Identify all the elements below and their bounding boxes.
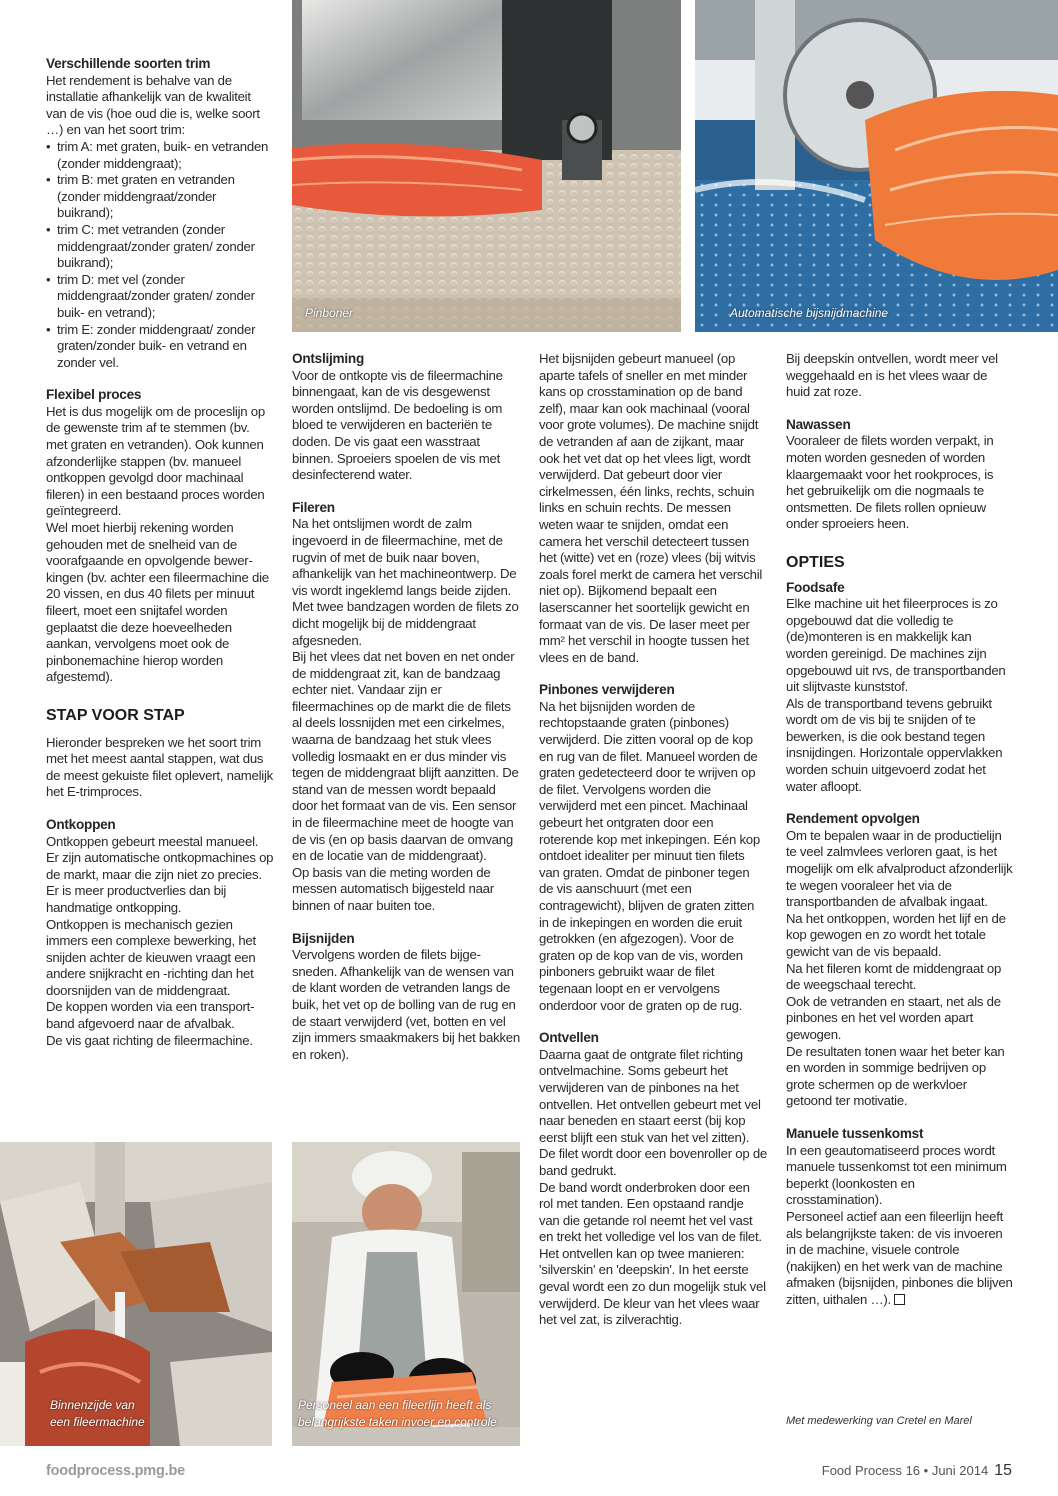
- rendement-paragraph: Ook de vetranden en staart, net als de pinbones en het vel worden apart gewogen.: [786, 993, 1001, 1042]
- pinbones-paragraph: Na het bijsnijden worden de rechtopstaande graten (pinbones) verwijderd. Die zitten vooral op de kop en rug van de filet. Manueel worden de graten gedetecteerd door te wrijven op de filet. Vervolgens worden die verwijderd met een pincet. Machinaal gebeurt het ontgraten door een roterende kop met inkepingen. Eén kop ontdoet idealiter per minuut tien filets van graten. Omdat de pinboner tegen de vis aanschuurt (met een contragewicht), blijven de graten zitten in de inkepingen en worden die eruit getrokken (en afgezogen). Voor de graten op de kop van de vis, worden pinboners gebruikt waar de filet tegenaan loopt en er vervolgens onderdoor voor de graten op de rug.: [539, 698, 760, 1013]
- ontvellen-paragraph: Daarna gaat de ontgrate filet richting ontvelmachine. Soms gebeurt het verwijderen van de pinbones na het ontvellen. Het ontvellen gebeurt met vel naar beneden en staart eerst (bij kop eerst blijft een stuk van het vel zitten). De filet wordt door een bovenroller op de band gedrukt.: [539, 1046, 768, 1178]
- fileermachine-caption-1: Binnenzijde van: [50, 1398, 135, 1412]
- opties-heading: OPTIES: [786, 553, 845, 571]
- bijsnijden-paragraph: Vervolgens worden de filets bijgesneden. Afhankelijk van de wensen van de klant worden de vetranden langs de buik, het vet op de bolling van de rug en de staart verwijderd (vet, botten en vel zijn immers smaakmakers bij het bakken en roken).: [292, 947, 520, 1062]
- foodsafe-paragraph: Als de transportband tevens gebruikt wordt om de vis bij te snijden of te bewerken, is die ook bestand tegen insnijdingen. Horizontale oppervlakken worden schuin uitgevoerd zodat het water afloopt.: [786, 695, 1003, 794]
- column-3: [539, 351, 767, 1329]
- manuele-paragraph: In een geautomatiseerd proces wordt manuele tussenkomst tot een minimum beperkt (loonkosten en crosstamination).: [786, 1142, 1007, 1208]
- issue-info: Food Process 16 • Juni 2014: [821, 1463, 989, 1478]
- rendement-paragraph: Na het ontkoppen, worden het lijf en de kop gewogen en zo wordt het totale gewicht van de vis bepaald.: [786, 910, 1006, 959]
- nawassen-heading: Nawassen: [786, 416, 851, 432]
- personeel-caption-1: Personeel aan een fileerlijn heeft als: [298, 1398, 492, 1412]
- pinbones-heading: Pinbones verwijderen: [539, 682, 675, 698]
- rendement-heading: Rendement opvolgen: [786, 811, 920, 827]
- bijsnijdmachine-caption: Automatische bijsnijdmachine: [730, 306, 889, 320]
- personeel-caption-2: belangrijkste taken invoer en controle: [298, 1415, 497, 1429]
- ontvellen-continued: Bij deepskin ontvellen, wordt meer vel weggehaald en is het vlees waar de huid zat roze.: [786, 351, 998, 400]
- column-2: [292, 351, 520, 1063]
- flex-paragraph: Het is dus mogelijk om de proceslijn op de gewenste trim af te stemmen (bv. met graten en vetranden). Ook kunnen afzonderlijke stappen (bv. manueel ontkoppen gevolgd door machinaal fileren) in een bestaand proces worden geïntegreerd.: [46, 403, 265, 519]
- foodsafe-heading: Foodsafe: [786, 579, 845, 595]
- ontkoppen-paragraph: De vis gaat richting de fileermachine.: [46, 1032, 253, 1048]
- trim-list-item: • trim C: met vetranden (zonder middengraat/zonder graten/ zonder buikrand);: [46, 222, 274, 272]
- foodsafe-paragraph: Elke machine uit het fileerproces is zo opgebouwd dat die volledig te (de)monteren is en makkelijk kan worden gereinigd. De machines zijn opgebouwd uit rvs, de transportbanden uit slijtvaste kunststof.: [786, 596, 1006, 695]
- ontkoppen-paragraph: Er is meer productverlies dan bij handmatige ontkopping.: [46, 883, 227, 915]
- trim-intro: Het rendement is behalve van de installatie afhankelijk van de kwaliteit van de vis (hoe oud die is, welke soort …) en van het soort trim:: [46, 72, 260, 138]
- manuele-paragraph: [786, 1209, 1014, 1309]
- manuele-heading: Manuele tussenkomst: [786, 1125, 924, 1141]
- flex-paragraph: Wel moet hierbij rekening worden gehouden met de snelheid van de voorafgaande en opvolgende bewerkingen (bv. achter een fileermachine die 20 vissen, en dus 40 filets per minuut fileert, moet een snijtafel worden geplaatst die deze hoeveelheden aankan, vervolgens moet ook de pinbonemachine hierop worden afgestemd).: [46, 520, 269, 685]
- rendement-paragraph: Om te bepalen waar in de productielijn te veel zalmvlees verloren gaat, is het mogelijk om elk afvalproduct afzonderlijk te wegen vooraleer het via de transportbanden de afvalbak ingaat.: [786, 827, 1013, 910]
- trim-list-item: • trim A: met graten, buik- en vetranden (zonder middengraat);: [46, 139, 274, 172]
- ontkoppen-paragraph: Ontkoppen is mechanisch gezien immers een complexe bewerking, het snijden achter de kieuwen vraagt een andere snijkracht en -richting dan het doorsnijden van de middengraat.: [46, 916, 256, 998]
- credit-line: Met medewerking van Cretel en Marel: [786, 1415, 972, 1427]
- column-4: [786, 351, 1014, 1308]
- ontvellen-heading: Ontvellen: [539, 1030, 599, 1046]
- fileermachine-photo: [0, 1142, 272, 1446]
- fileren-paragraph: Op basis van die meting worden de messen automatisch bijgesteld naar binnen of naar buiten toe.: [292, 864, 494, 913]
- rendement-paragraph: Na het fileren komt de middengraat op de weegschaal terecht.: [786, 960, 1002, 993]
- bijsnijden-continued: Het bijsnijden gebeurt manueel (op aparte tafels of sneller en met minder kans op crosstamination op de band zelf), maar kan ook machinaal (vooral voor grote volumes). De machine snijdt de vetranden af aan de zijkant, maar ook het vet dat op het vlees ligt, wordt verwijderd. Dat gebeurt door vier cirkelmessen, één links, rechts, schuin links en schuin rechts. De messen weten waar te snijden, omdat een camera het verschil detecteert tussen het (witte) vet en (roze) vlees (bij witvis zoals forel merkt de camera het verschil niet op). Bijkomend bepaalt een laserscanner het soortelijk gewicht en formaat van de vis. De laser meet per mm² het verschil in hoogte tussen het vlees en de band.: [539, 351, 763, 665]
- stap-heading: STAP VOOR STAP: [46, 706, 185, 724]
- pinboner-photo: [292, 0, 681, 332]
- end-of-article-icon: [894, 1294, 905, 1305]
- fileren-paragraph: Bij het vlees dat net boven en net onder de middengraat zit, kan de bandzaag echter niet. Vandaar zijn er fileermachines op de markt die de filets al deels lossnijden met een cirkelmes, waarna de bandzaag het stuk vlees volledig losmaakt en er dus minder vis tegen de middengraat blijft aanzitten. De stand van de messen wordt bepaald door het formaat van de vis. Een sensor in de fileermachine meet de hoogte van de vis (en op basis daarvan de omvang en de locatie van de middengraat).: [292, 649, 519, 864]
- ontkoppen-paragraph: Ontkoppen gebeurt meestal manueel. Er zijn automatische ontkopmachines op de markt, maar die zijn niet zo precies.: [46, 833, 274, 882]
- nawassen-paragraph: Vooraleer de filets worden verpakt, in moten worden gesneden of worden klaargemaakt voor het rookproces, is het gebruikelijk om die nogmaals te ontsmetten. De filets rollen opnieuw onder sproeiers heen.: [786, 433, 994, 532]
- trim-list: [46, 139, 274, 371]
- fileren-heading: Fileren: [292, 499, 335, 515]
- ontvellen-paragraph: De band wordt onderbroken door een rol met tanden. Een opstaand randje van die getande rol neemt het vel vast en trekt het volledige vel los van de filet.: [539, 1179, 762, 1245]
- pinboner-caption: Pinboner: [305, 306, 354, 320]
- website-link[interactable]: foodprocess.pmg.be: [46, 1463, 185, 1479]
- page-number: 15: [994, 1462, 1012, 1479]
- ontkoppen-paragraph: De koppen worden via een transportband afgevoerd naar de afvalbak.: [46, 999, 255, 1032]
- trim-list-item: • trim E: zonder middengraat/ zonder graten/zonder buik- en vetrand en zonder vel.: [46, 322, 274, 372]
- bijsnijden-heading: Bijsnijden: [292, 930, 355, 946]
- fileermachine-caption-2: een fileermachine: [50, 1415, 145, 1429]
- manuele-paragraph-text: Personeel actief aan een fileerlijn heeft als belangrijkste taken: de vis invoeren in de machine, visuele controle (nakijken) en het werk van de machine afmaken (bijsnijden, pinbones die blijven zitten, uithalen …).: [786, 1208, 1013, 1307]
- trim-list-item: • trim B: met graten en vetranden (zonder middengraat/zonder buikrand);: [46, 172, 274, 222]
- bijsnijdmachine-photo: [695, 0, 1058, 332]
- trim-list-item: • trim D: met vel (zonder middengraat/zonder graten/ zonder buik- en vetrand);: [46, 272, 274, 322]
- trim-heading: Verschillende soorten trim: [46, 56, 211, 71]
- stap-paragraph: Hieronder bespreken we het soort trim met het meest aantal stappen, wat dus de meest gekuiste filet oplevert, namelijk het E-trimproces.: [46, 734, 273, 800]
- rendement-paragraph: De resultaten tonen waar het beter kan en worden in sommige bedrijven op grote schermen op de werkvloer getoond ter motivatie.: [786, 1043, 1005, 1109]
- column-1: [46, 56, 274, 1049]
- page-footer: [822, 1462, 1012, 1480]
- ontkoppen-heading: Ontkoppen: [46, 816, 116, 832]
- ontvellen-paragraph: Het ontvellen kan op twee manieren: 'silverskin' en 'deepskin'. In het eerste geval wordt een zo dun mogelijk stuk vel verwijderd. De kleur van het vlees waar het vel zat, is zilverachtig.: [539, 1245, 766, 1328]
- ontslijming-paragraph: Voor de ontkopte vis de fileermachine binnengaat, kan de vis desgewenst worden ontslijmd. De bedoeling is om bloed te verwijderen en bacteriën te doden. De vis gaat een wasstraat binnen. Sproeiers spoelen de vis met desinfecterend water.: [292, 367, 503, 483]
- ontslijming-heading: Ontslijming: [292, 351, 365, 366]
- fileren-paragraph: Na het ontslijmen wordt de zalm ingevoerd in de fileermachine, met de rugvin of met de buik naar boven, afhankelijk van het machineontwerp. De vis wordt ingeklemd langs beide zijden. Met twee bandzagen worden de filets zo dicht mogelijk bij de middengraat afgesneden.: [292, 516, 519, 648]
- flex-heading: Flexibel proces: [46, 387, 142, 403]
